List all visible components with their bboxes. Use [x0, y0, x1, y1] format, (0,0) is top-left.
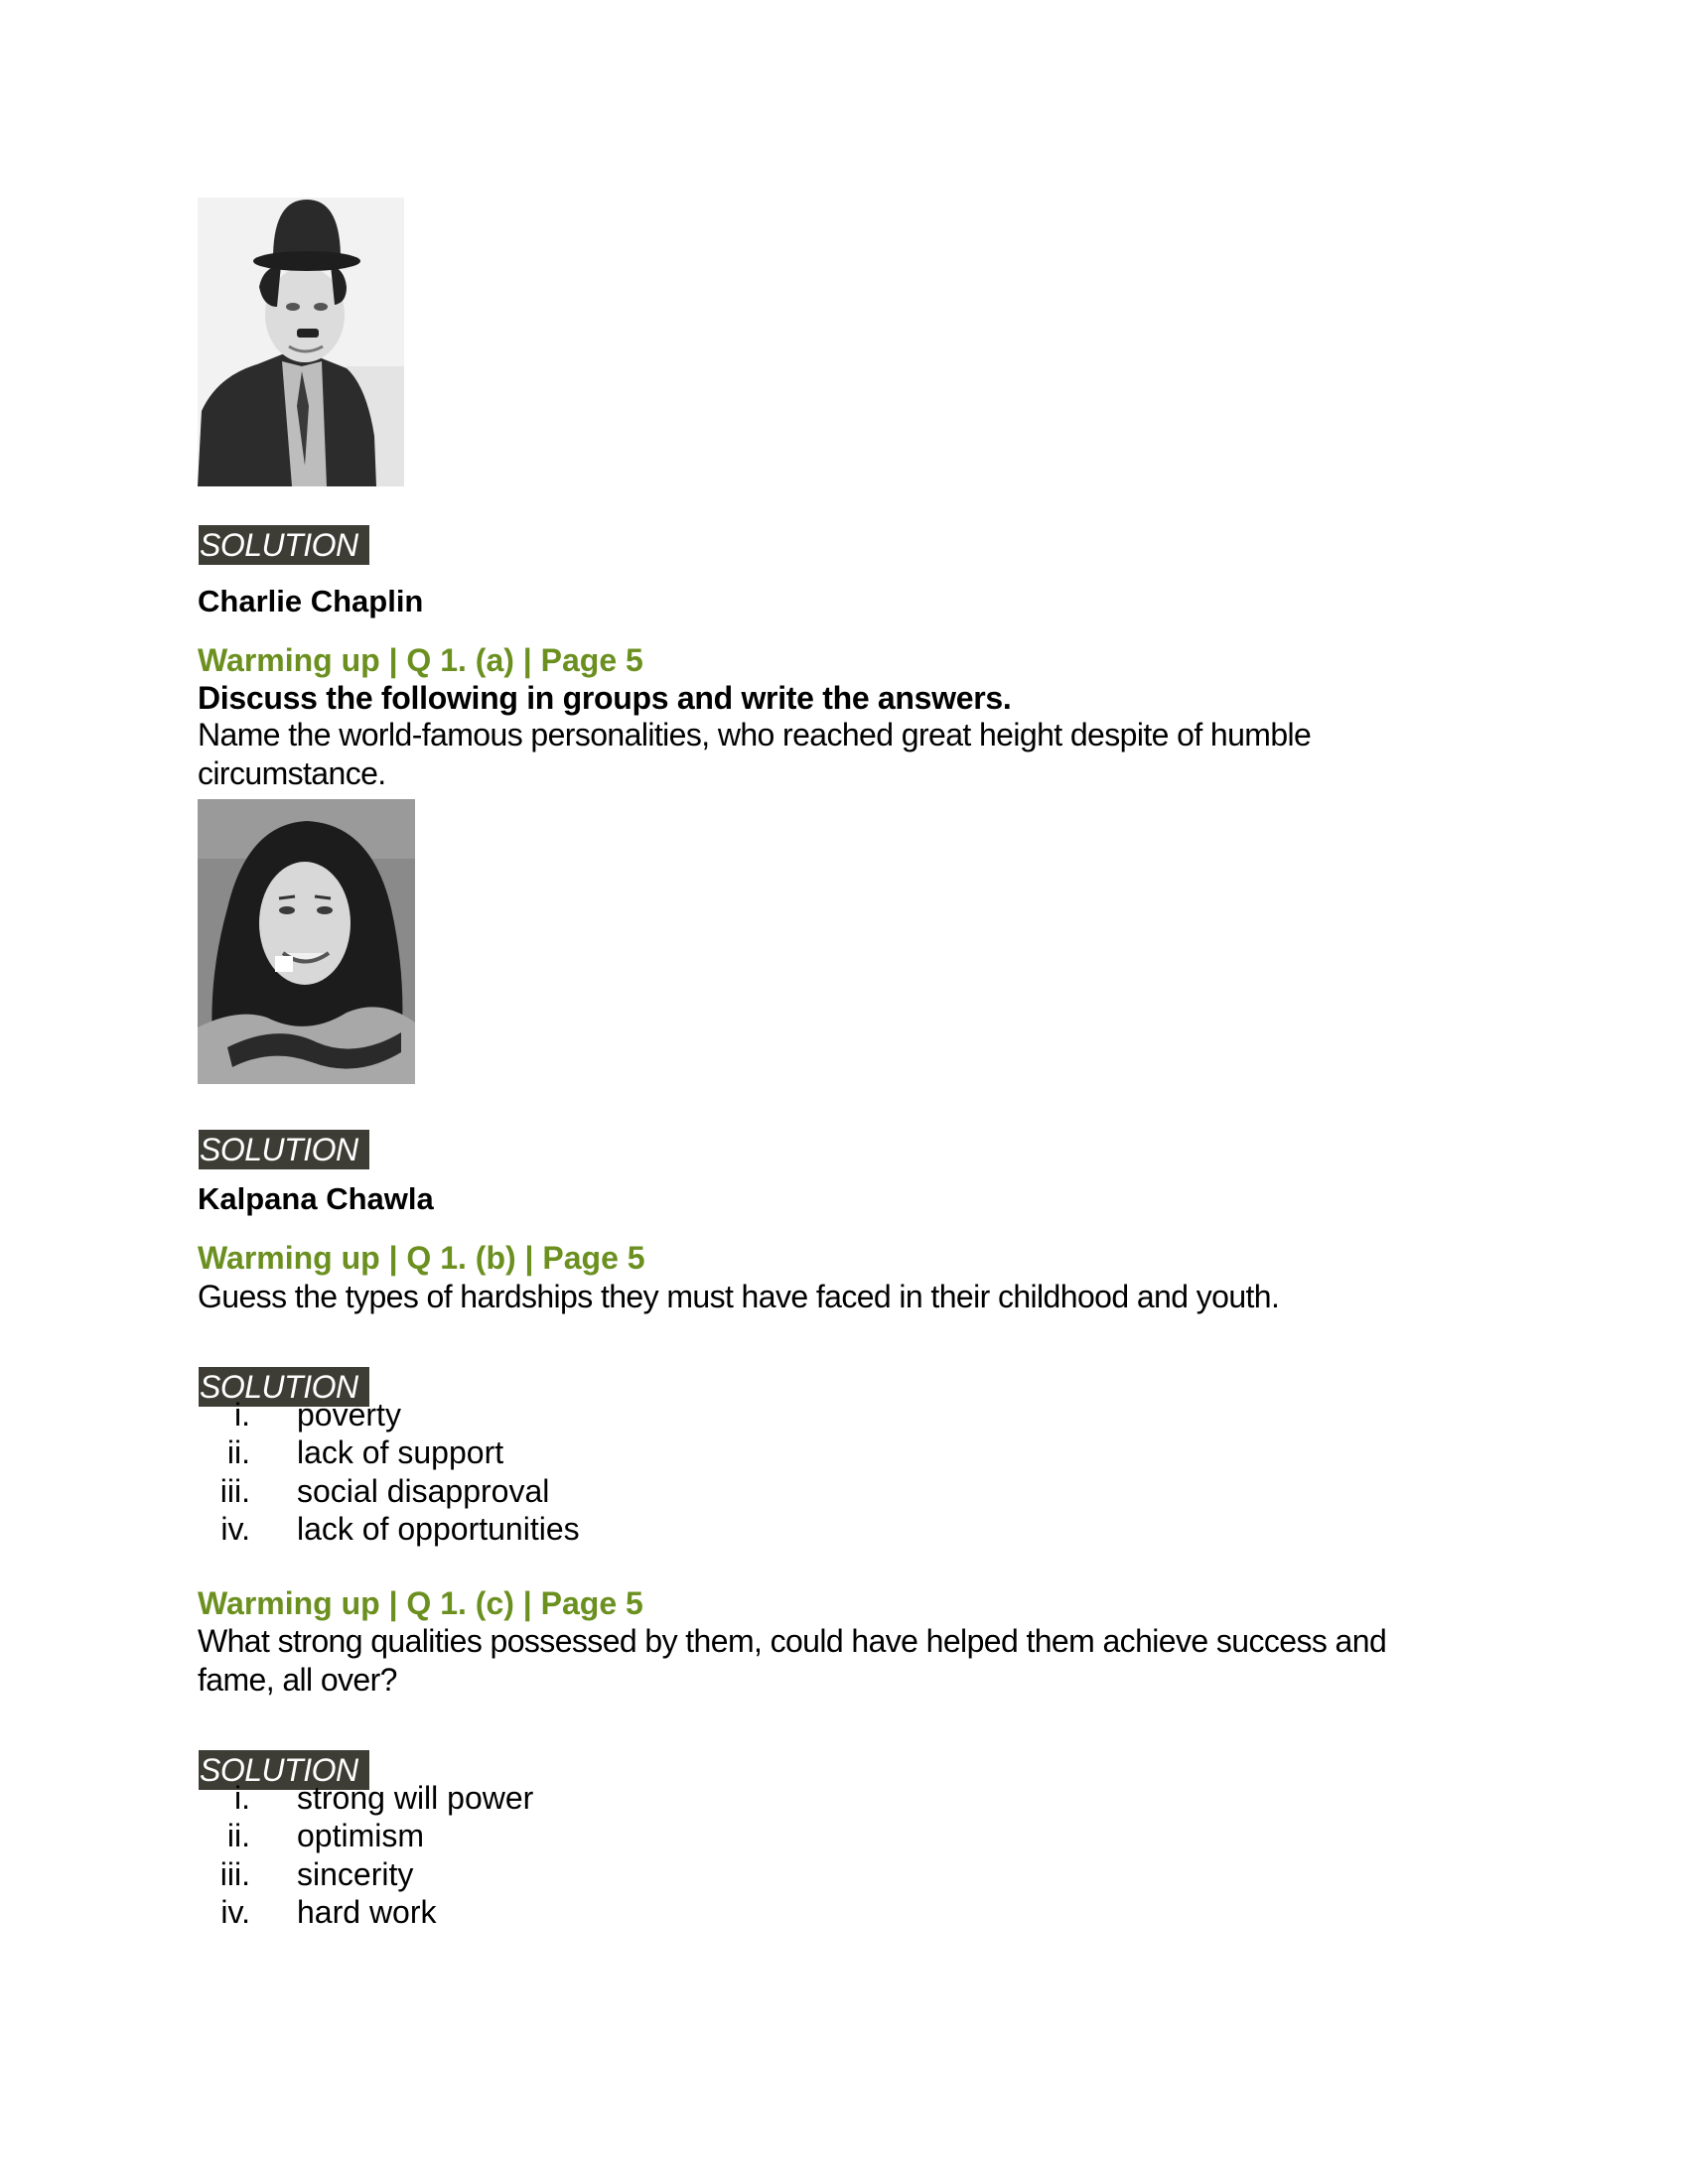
- list-numeral: iv.: [220, 1510, 250, 1547]
- question-heading: Warming up | Q 1. (a) | Page 5: [198, 642, 643, 678]
- kalpana-chawla-photo: [198, 799, 415, 1084]
- answer-name: Kalpana Chawla: [198, 1181, 434, 1216]
- solution-badge: SOLUTION: [199, 1367, 369, 1407]
- solution-badge: SOLUTION: [199, 1130, 369, 1169]
- list-numeral: iv.: [220, 1893, 250, 1930]
- list-numeral: ii.: [226, 1434, 250, 1471]
- question-heading: Warming up | Q 1. (b) | Page 5: [198, 1240, 645, 1276]
- question-heading: Warming up | Q 1. (c) | Page 5: [198, 1585, 643, 1621]
- question-text: fame, all over?: [198, 1662, 397, 1698]
- list-text: hard work: [297, 1893, 437, 1930]
- list-text: social disapproval: [297, 1472, 550, 1509]
- question-text: What strong qualities possessed by them, could have helped them achieve success and: [198, 1623, 1387, 1659]
- charlie-chaplin-photo: [198, 198, 404, 486]
- answer-name: Charlie Chaplin: [198, 584, 424, 618]
- solution-badge: SOLUTION: [199, 1750, 369, 1790]
- list-text: lack of opportunities: [297, 1510, 580, 1547]
- list-text: optimism: [297, 1818, 425, 1854]
- list-numeral: ii.: [226, 1818, 250, 1854]
- question-instruction: Discuss the following in groups and write the answers.: [198, 680, 1012, 716]
- list-numeral: iii.: [219, 1472, 250, 1509]
- question-text: Guess the types of hardships they must have faced in their childhood and youth.: [198, 1279, 1280, 1314]
- list-numeral: i.: [234, 1397, 250, 1433]
- solution-badge: SOLUTION: [199, 525, 369, 565]
- list-text: poverty: [297, 1397, 401, 1433]
- question-text: Name the world-famous personalities, who reached great height despite of humble: [198, 717, 1312, 752]
- list-text: lack of support: [297, 1434, 504, 1471]
- list-numeral: i.: [234, 1780, 250, 1816]
- list-text: strong will power: [297, 1780, 534, 1816]
- question-text: circumstance.: [198, 755, 386, 791]
- list-numeral: iii.: [219, 1855, 250, 1892]
- list-text: sincerity: [297, 1855, 414, 1892]
